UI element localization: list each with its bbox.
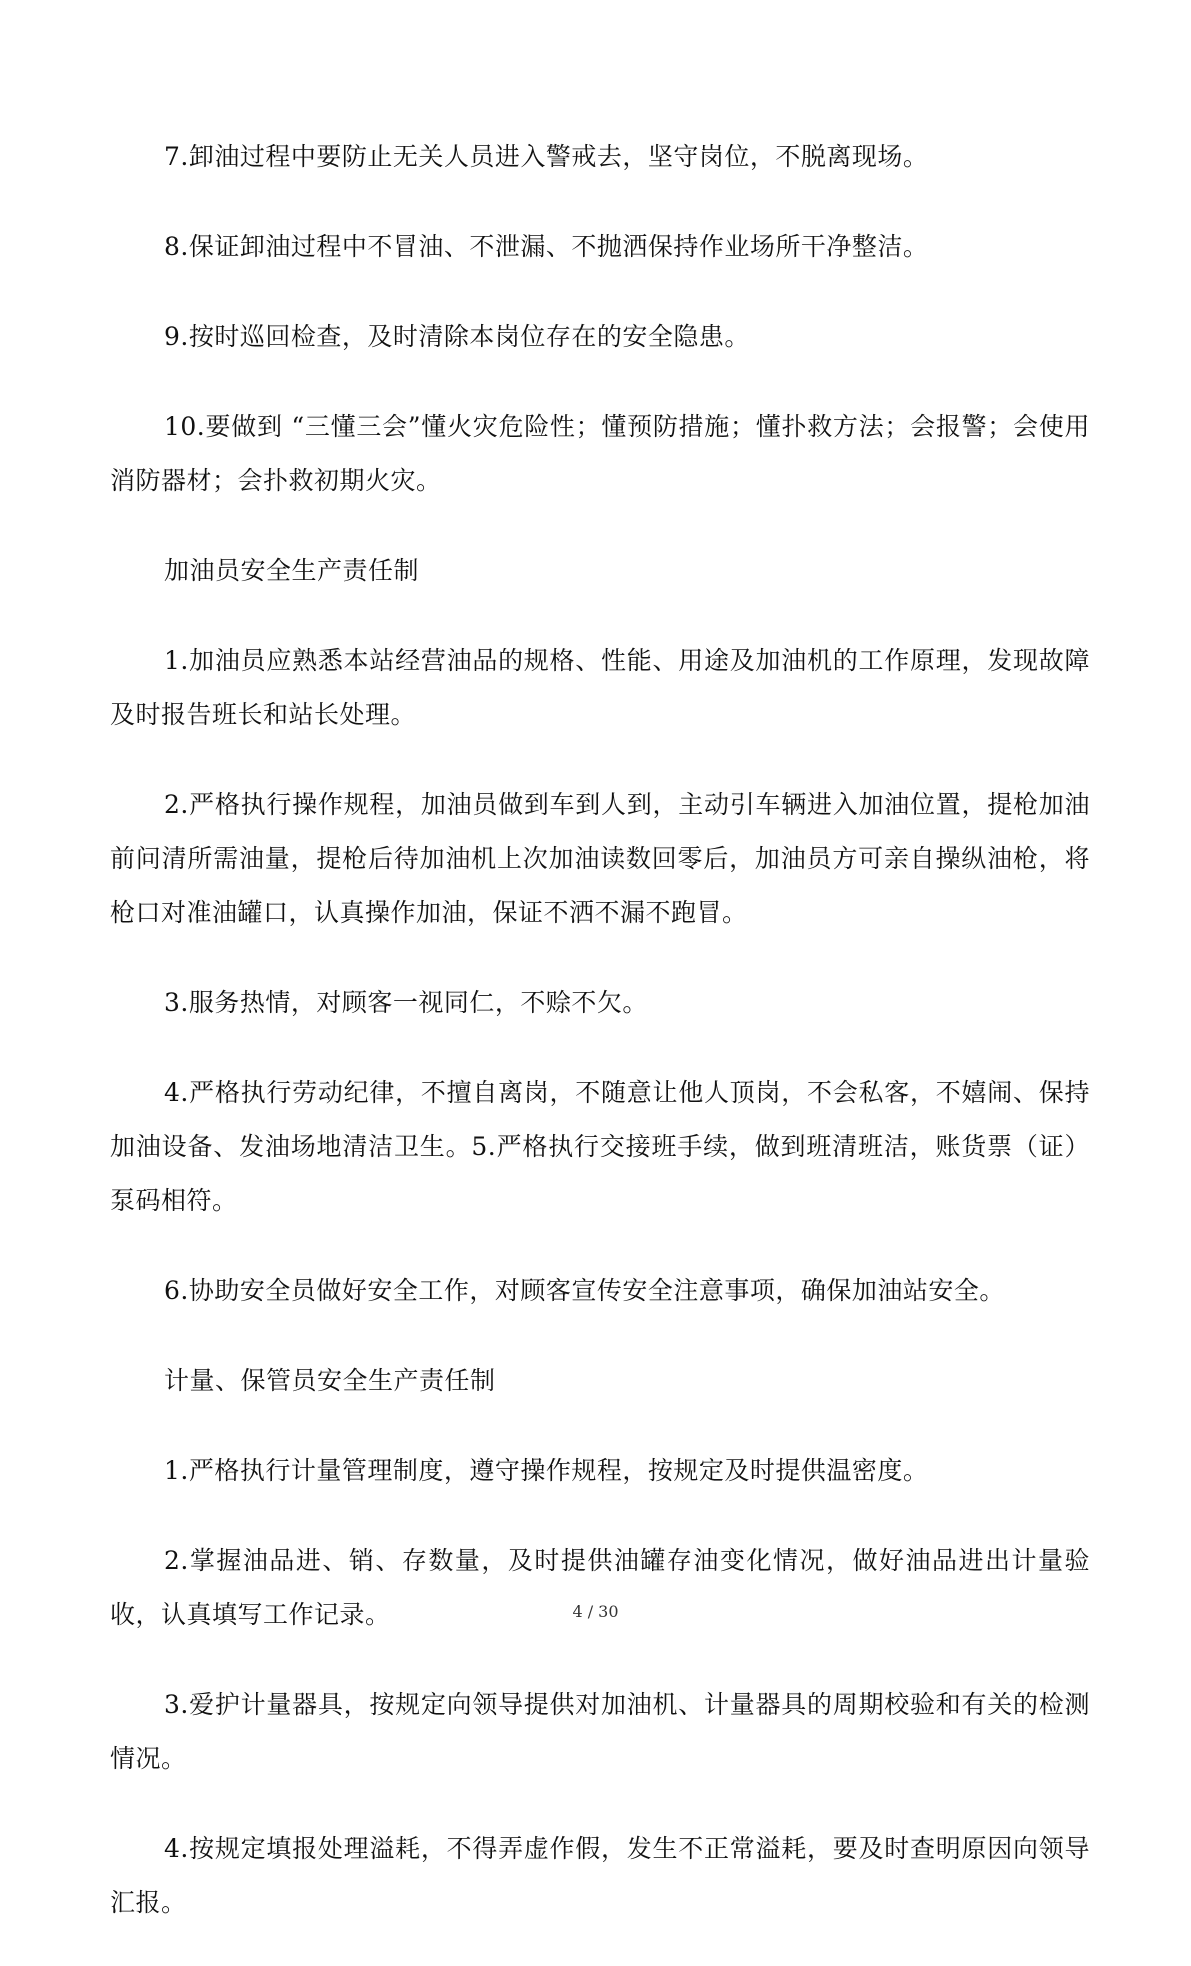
paragraph-refueler-2: 2.严格执行操作规程，加油员做到车到人到，主动引车辆进入加油位置，提枪加油前问清所需油量，提枪后待加油机上次加油读数回零后，加油员方可亲自操纵油枪，将枪口对准油罐口，认真操作加油，保证不洒不漏不跑冒。 [110,790,1090,927]
paragraph-refueler-3: 3.服务热情，对顾客一视同仁，不赊不欠。 [164,988,648,1017]
paragraph-refueler-1: 1.加油员应熟悉本站经营油品的规格、性能、用途及加油机的工作原理，发现故障及时报告班长和站长处理。 [110,646,1090,729]
document-body [110,130,1090,1966]
paragraph-metering-1: 1.严格执行计量管理制度，遵守操作规程，按规定及时提供温密度。 [164,1456,929,1485]
paragraph-unloading-7: 7.卸油过程中要防止无关人员进入警戒去，坚守岗位，不脱离现场。 [164,142,929,171]
paragraph-refueler-4-5: 4.严格执行劳动纪律，不擅自离岗，不随意让他人顶岗，不会私客，不嬉闹、保持加油设备、发油场地清洁卫生。5.严格执行交接班手续，做到班清班洁，账货票（证）泵码相符。 [110,1078,1090,1215]
paragraph-metering-2: 2.掌握油品进、销、存数量，及时提供油罐存油变化情况，做好油品进出计量验收，认真填写工作记录。 [110,1546,1090,1629]
section-heading-refueler: 加油员安全生产责任制 [164,556,420,585]
paragraph-metering-4: 4.按规定填报处理溢耗，不得弄虚作假，发生不正常溢耗，要及时查明原因向领导汇报。 [110,1834,1090,1917]
paragraph-unloading-9: 9.按时巡回检查，及时清除本岗位存在的安全隐患。 [164,322,750,351]
paragraph-refueler-6: 6.协助安全员做好安全工作，对顾客宣传安全注意事项，确保加油站安全。 [164,1276,1005,1305]
paragraph-unloading-10: 10.要做到 “三懂三会”懂火灾危险性；懂预防措施；懂扑救方法；会报警；会使用消防器材；会扑救初期火灾。 [110,412,1090,495]
paragraph-metering-3: 3.爱护计量器具，按规定向领导提供对加油机、计量器具的周期校验和有关的检测情况。 [110,1690,1090,1773]
page-number: 4 / 30 [572,1602,619,1621]
section-heading-metering-custodian: 计量、保管员安全生产责任制 [164,1366,496,1395]
paragraph-unloading-8: 8.保证卸油过程中不冒油、不泄漏、不抛洒保持作业场所干净整洁。 [164,232,929,261]
